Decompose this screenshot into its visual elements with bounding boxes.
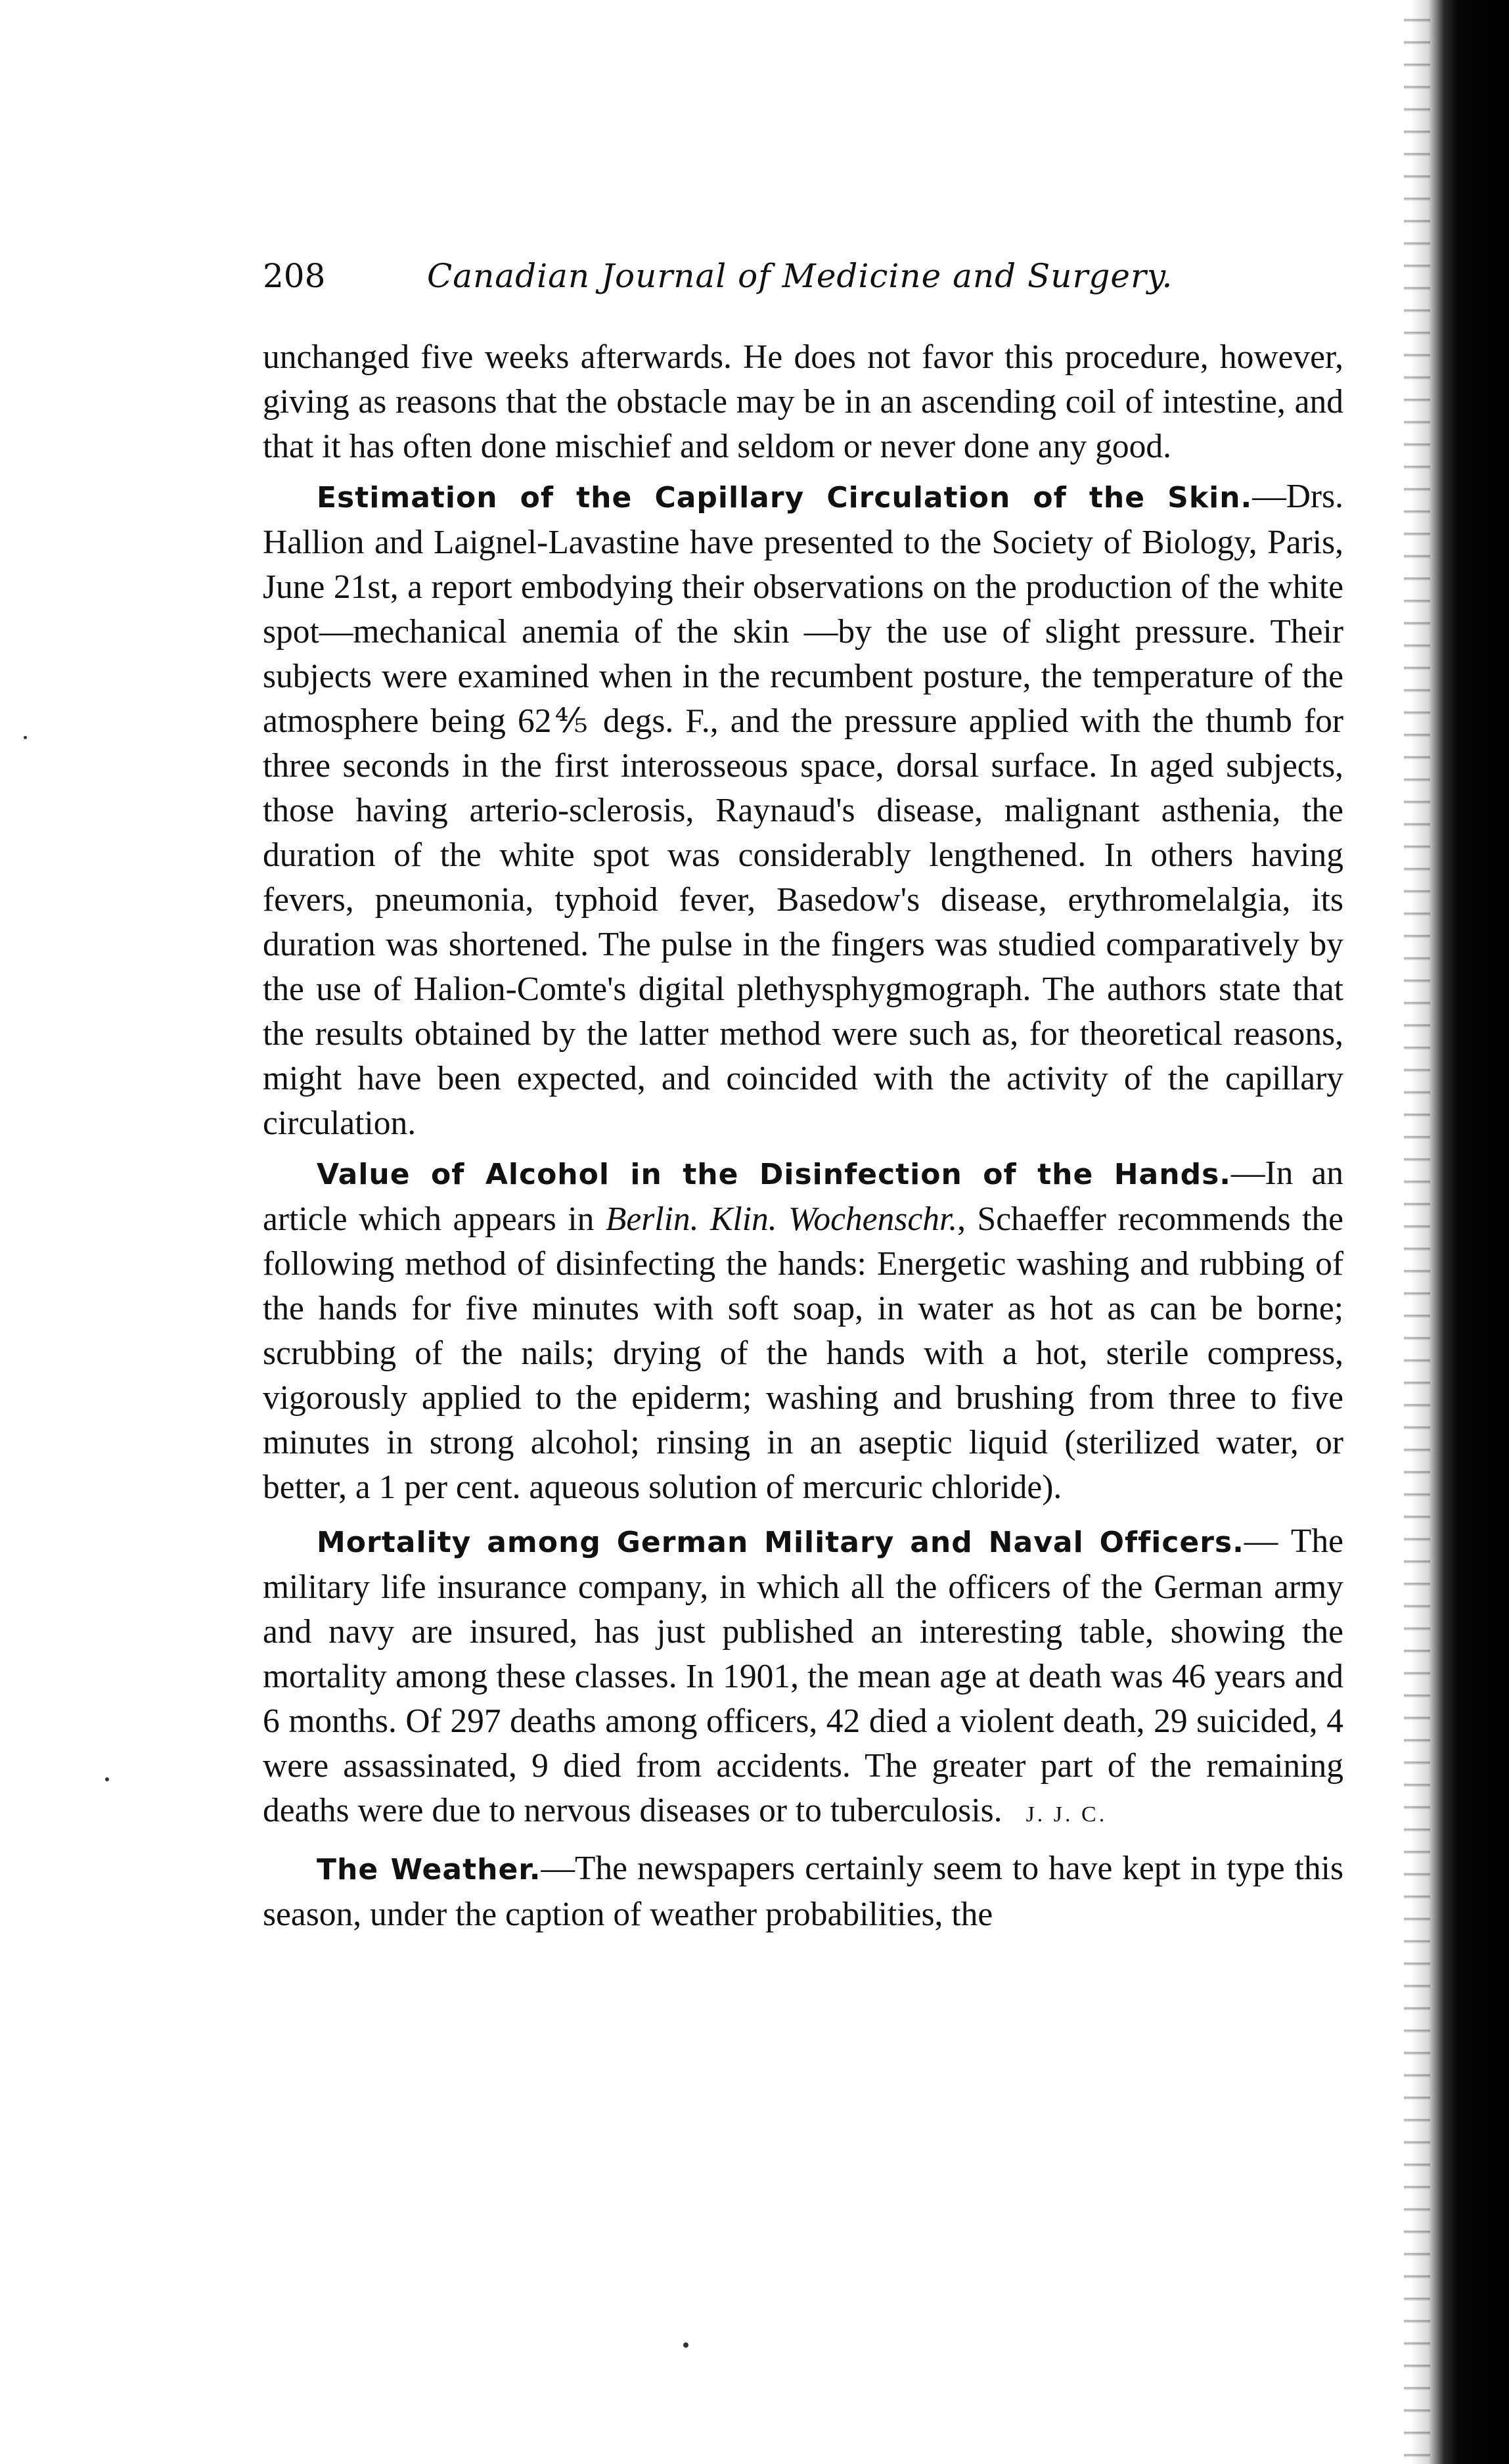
running-title: Canadian Journal of Medicine and Surgery. xyxy=(427,257,1173,295)
ink-speck xyxy=(105,1777,109,1781)
journal-citation: Berlin. Klin. Wochenschr. xyxy=(605,1200,958,1238)
paragraph-capillary-circulation xyxy=(263,474,1343,1146)
paragraph-continuation xyxy=(263,335,1343,469)
binding-edge-texture xyxy=(1404,0,1430,2464)
paragraph-mortality-officers xyxy=(263,1519,1343,1837)
paragraph-text: —In an article which appears in xyxy=(263,1154,1343,1238)
section-heading: The Weather. xyxy=(317,1853,541,1886)
paragraph-text: unchanged five weeks afterwards. He does not favor this procedure, however, giving as reasons that the obstacle may be in an ascending coil of intestine, and that it has often done mischief and seldom or never done any good. xyxy=(263,338,1343,465)
paragraph-text: —Drs. Hallion and Laignel-Lavastine have presented to the Society of Biology, Paris, June 21st, a report embodying their observations on the production of the white spot—mechanical anemia of the skin —by the use of slight pressure. Their subjects were examined when in the recumbent posture, the temperature of the atmosphere being 62⅘ degs. F., and the pressure applied with the thumb for three seconds in the first interosseous space, dorsal surface. In aged subjects, those having arterio-sclerosis, Raynaud's disease, malignant asthenia, the duration of the white spot was considerably lengthened. In others having fevers, pneumonia, typhoid fever, Basedow's disease, erythromelalgia, its duration was shortened. The pulse in the fingers was studied comparatively by the use of Halion-Comte's digital plethysphygmograph. The authors state that the results obtained by the latter method were such as, for theoretical reasons, might have been expected, and coincided with the activity of the capillary circulation. xyxy=(263,478,1343,1142)
author-initials: J. J. C. xyxy=(1025,1802,1108,1827)
page-number: 208 xyxy=(263,257,326,295)
paragraph-text: —The newspapers certainly seem to have kept in type this season, under the caption of weather probabilities, the xyxy=(263,1850,1343,1933)
article-body xyxy=(263,335,1343,1942)
page-header xyxy=(263,250,1347,302)
ink-speck xyxy=(683,2342,688,2348)
paragraph-text: — The military life insurance company, in which all the officers of the German army and navy are insured, has just published an interesting table, showing the mortality among these classes. In 1901, the mean age at death was 46 years and 6 months. Of 297 deaths among officers, 42 died a violent death, 29 suicided, 4 were assassinated, 9 died from accidents. The greater part of the remaining deaths were due to nervous diseases or to tuberculosis. xyxy=(263,1522,1343,1829)
ink-speck xyxy=(24,736,27,739)
paragraph-text: , Schaeffer recommends the following method of disinfecting the hands: Energetic washing and rubbing of the hands for five minutes with soft soap, in water as hot as can be borne; scrubbing of the nails; drying of the hands with a hot, sterile compress, vigorously applied to the epiderm; washing and brushing from three to five minutes in strong alcohol; rinsing in an aseptic liquid (sterilized water, or better, a 1 per cent. aqueous solution of mercuric chloride). xyxy=(263,1200,1343,1506)
section-heading: Estimation of the Capillary Circulation of the Skin. xyxy=(317,481,1253,514)
paragraph-alcohol-disinfection xyxy=(263,1151,1343,1510)
paragraph-weather xyxy=(263,1846,1343,1937)
section-heading: Mortality among German Military and Naval Officers. xyxy=(317,1526,1244,1559)
section-heading: Value of Alcohol in the Disinfection of the Hands. xyxy=(317,1158,1231,1191)
